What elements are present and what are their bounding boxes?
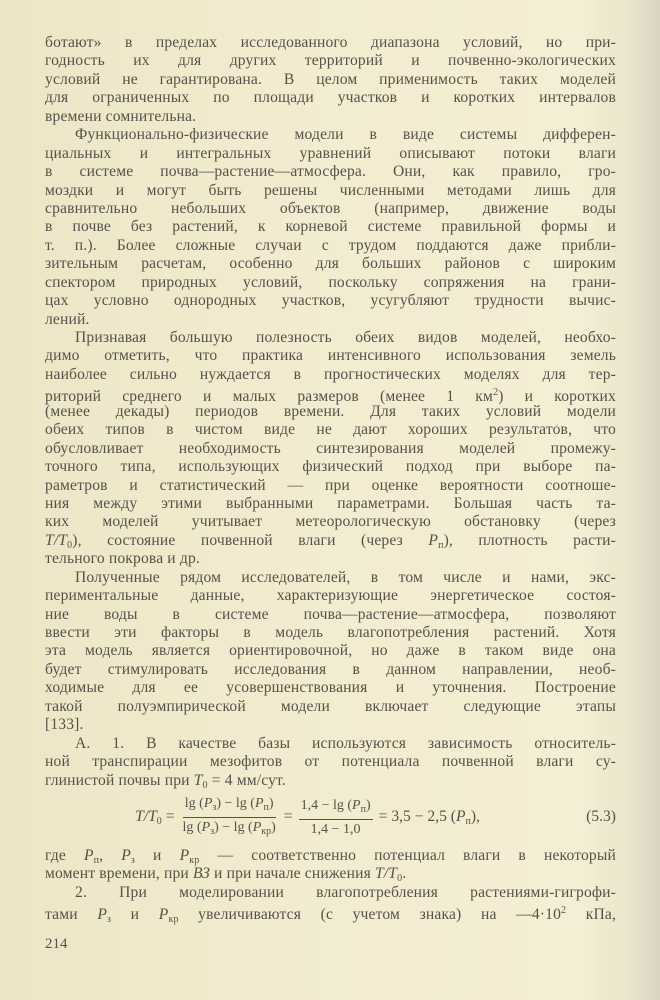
- text-run: ) − lg (: [216, 795, 255, 811]
- text-line: ввести эти факторы в модель влагопотребления растений. Хотя: [45, 624, 616, 641]
- text-line: в почве без растений, к корневой системе правильной формы и: [45, 218, 616, 236]
- math-symbol: ВЗ: [192, 865, 210, 883]
- fraction-numerator: [183, 795, 276, 818]
- subscript: п: [263, 801, 269, 813]
- fraction-denominator: [181, 818, 278, 840]
- text-run: ) и коротких: [498, 388, 617, 406]
- subscript: 0: [202, 779, 208, 791]
- subscript: п: [465, 815, 471, 827]
- text-line: в системе почва—растение—атмосфера. Они, как правило, гро-: [45, 163, 616, 181]
- text-line: обусловливает необходимость синтезирования моделей промежу-: [45, 439, 616, 457]
- fraction-log-ratio: [181, 795, 278, 840]
- text-run: 1,4 − lg (: [300, 797, 353, 813]
- text-line: Полученные рядом исследователей, в том числе и нами, экс-: [75, 568, 616, 586]
- text-run: lg (: [182, 819, 202, 835]
- text-line: наиболее сильно нуждается в прогностических моделях для тер-: [45, 365, 616, 383]
- math-symbol: T: [193, 771, 203, 789]
- math-symbol: P: [428, 531, 439, 549]
- text-line: времени сомнительна.: [45, 107, 197, 125]
- text-run: и при начале снижения: [209, 865, 375, 883]
- text-run: = 4 мм/сут.: [207, 771, 286, 789]
- text-line: годность их для других территорий и почвенно-экологических: [45, 52, 616, 70]
- text-line: [45, 772, 616, 790]
- text-line: димо отметить, что практика интенсивного использования земель: [45, 347, 616, 365]
- math-symbol: T/T: [374, 865, 398, 883]
- text-run: кПа,: [566, 906, 616, 924]
- text-line: [45, 902, 616, 926]
- equation-number: (5.3): [586, 808, 616, 825]
- text-line: зительным расчетам, особенно для больших районов с широким: [45, 255, 616, 273]
- text-line: раметров и статистический — при оценке вероятности соотноше-: [45, 476, 616, 494]
- text-line: Признавая большую полезность обеих видов моделей, необхо-: [75, 329, 616, 346]
- fraction-denominator: [309, 820, 363, 838]
- subscript: кр: [189, 855, 200, 866]
- subscript: п: [360, 803, 366, 815]
- text-line: ботают» в пределах исследованного диапазона условий, но при-: [45, 34, 616, 51]
- paragraph: [45, 735, 616, 790]
- math-symbol: P: [252, 819, 262, 835]
- text-run: увеличиваются (с учетом знака) на —4·10: [178, 906, 562, 924]
- text-line: 2. При моделировании влагопотребления растениями-гигрофи-: [75, 883, 616, 901]
- text-line: [133].: [45, 716, 84, 734]
- text-line: обеих типов в чистом виде не дают хороших результатов, что: [45, 421, 616, 439]
- page-number: 214: [45, 936, 68, 952]
- text-run: ),: [470, 807, 480, 825]
- subscript: п: [93, 855, 100, 866]
- text-line: [45, 532, 616, 550]
- paragraph: [45, 34, 616, 126]
- text-line: [45, 847, 616, 865]
- text-run: 1,4 − 1,0: [310, 821, 361, 837]
- text-run: тами: [45, 906, 98, 924]
- text-run: = 3,5 − 2,5 (: [378, 807, 456, 825]
- text-run: момент времени, при: [45, 865, 193, 883]
- text-run: — соответственно потенциал влаги в некоторый: [199, 847, 616, 864]
- text-line: [45, 865, 616, 883]
- text-line: циальных и интегральных уравнений описывают потоки влаги: [45, 144, 616, 162]
- superscript: 2: [561, 905, 567, 917]
- math-symbol: P: [352, 797, 361, 813]
- subscript: 0: [156, 815, 162, 827]
- paragraph: [45, 569, 616, 735]
- math-symbol: P: [201, 819, 211, 835]
- subscript: кр: [261, 825, 272, 837]
- paragraph: [45, 883, 616, 926]
- text-run: ): [271, 819, 276, 835]
- text-line: эта модель является ориентировочной, но даже в таком виде она: [45, 642, 616, 660]
- text-line: Функционально-физические модели в виде системы дифферен-: [75, 126, 616, 144]
- math-symbol: P: [179, 847, 190, 864]
- text-run: ): [365, 797, 371, 813]
- math-symbol: P: [121, 847, 131, 864]
- math-symbol: P: [456, 807, 466, 825]
- math-symbol: P: [83, 847, 94, 864]
- text-line: ной транспирации мезофитов от потенциала почвенной влаги су-: [45, 753, 616, 771]
- text-line: точного типа, использующих физический подход при выборе па-: [45, 458, 616, 476]
- subscript: п: [438, 539, 444, 551]
- subscript: 0: [67, 539, 73, 551]
- equation-lhs: [135, 808, 174, 827]
- text-run: ,: [99, 847, 122, 864]
- math-symbol: T/T: [135, 807, 157, 825]
- subscript: з: [107, 914, 112, 926]
- text-run: .: [402, 865, 407, 883]
- text-line: ния между этими выбранными параметрами. Большая часть та-: [45, 494, 616, 512]
- text-run: ), плотность расти-: [443, 531, 616, 549]
- text-line: лений.: [45, 310, 90, 328]
- fraction-numerator: [299, 797, 373, 820]
- text-line: ходимые для ее усовершенствования и уточнения. Построение: [45, 679, 616, 697]
- subscript: з: [130, 855, 136, 866]
- paragraph: [45, 329, 616, 569]
- superscript: 2: [493, 387, 499, 399]
- math-symbol: P: [158, 906, 169, 924]
- subscript: з: [210, 825, 215, 837]
- text-line: ние воды в системе почва—растение—атмосфера, позволяют: [45, 605, 616, 623]
- fraction-numeric: [299, 797, 373, 838]
- text-line: тельного покрова и др.: [45, 550, 200, 568]
- text-run: риторий среднего и малых размеров (менее 1 км: [45, 388, 494, 406]
- text-line: цах условно однородных участков, усугубляют трудности вычис-: [45, 292, 616, 310]
- text-line: такой полуэмпирической модели включает следующие этапы: [45, 697, 616, 715]
- math-symbol: P: [97, 906, 107, 924]
- body-text-top: [45, 34, 616, 790]
- equation-row: [135, 795, 480, 840]
- text-run: где: [45, 847, 84, 864]
- text-run: ): [268, 795, 274, 811]
- text-line: [45, 384, 617, 406]
- text-run: ) − lg (: [214, 819, 253, 835]
- paragraph: [45, 126, 616, 329]
- text-line: периментальные данные, характеризующие энергетическое состоя-: [45, 587, 616, 605]
- text-line: спектором природных условий, поскольку сопряжения на грани-: [45, 273, 616, 291]
- text-line: ких моделей учитывает метеорологическую обстановку (через: [45, 513, 616, 531]
- text-line: условий не гарантирована. В целом применимость таких моделей: [45, 70, 616, 88]
- paragraph: [45, 847, 616, 884]
- equation-rhs: [379, 808, 480, 827]
- text-run: и: [135, 847, 180, 864]
- subscript: 0: [397, 873, 403, 885]
- text-run: и: [111, 906, 159, 924]
- math-symbol: P: [254, 795, 264, 811]
- text-line: будет стимулировать исследования в данном направлении, необ-: [45, 660, 616, 678]
- equation-5-3: [45, 794, 616, 840]
- subscript: з: [212, 801, 217, 813]
- text-line: моздки и могут быть решены численными методами лишь для: [45, 181, 616, 199]
- text-run: =: [161, 807, 175, 825]
- equals-sign: =: [283, 808, 293, 825]
- text-line: сравнительно небольших объектов (например, движение воды: [45, 199, 616, 217]
- subscript: кр: [168, 914, 179, 926]
- body-text-bottom: [45, 847, 616, 926]
- text-line: (менее декады) периодов времени. Для таких условий модели: [45, 402, 616, 420]
- text-run: ), состояние почвенной влаги (через: [72, 531, 429, 549]
- text-run: глинистой почвы при: [45, 771, 194, 789]
- text-line: т. п.). Более сложные случаи с трудом поддаются даже прибли-: [45, 236, 616, 254]
- math-symbol: T/T: [45, 531, 68, 549]
- text-line: для ограниченных по площади участков и коротких интервалов: [45, 89, 616, 107]
- math-symbol: P: [203, 795, 213, 811]
- text-line: А. 1. В качестве базы используются зависимость относитель-: [75, 734, 616, 752]
- text-run: lg (: [184, 795, 204, 811]
